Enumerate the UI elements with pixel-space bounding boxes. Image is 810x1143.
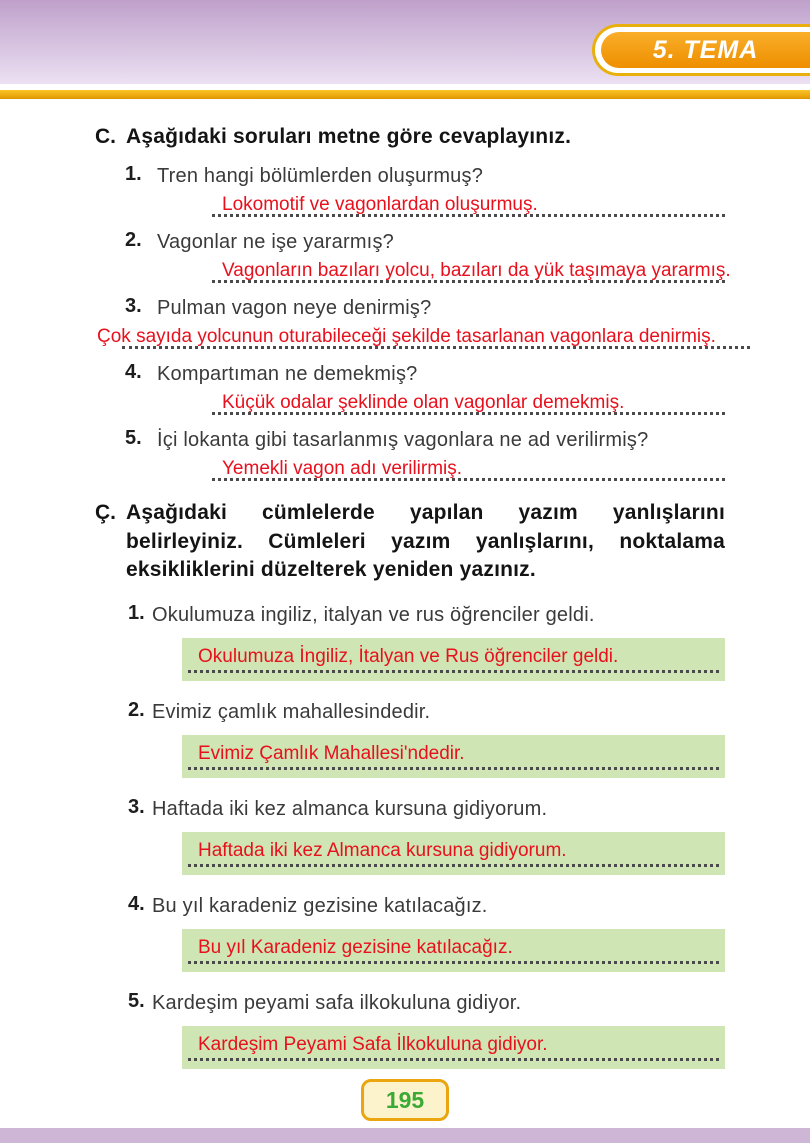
- question-number: 1.: [125, 163, 142, 186]
- page-number: 195: [385, 1086, 425, 1113]
- answer-box: [182, 638, 725, 681]
- sentence-text: Evimiz çamlık mahallesindedir.: [152, 701, 431, 724]
- answer-box: [182, 735, 725, 778]
- answer-text: Haftada iki kez Almanca kursuna gidiyorum.: [198, 840, 567, 862]
- question-text: Vagonlar ne işe yararmış?: [157, 231, 394, 254]
- answer-text: Çok sayıda yolcunun oturabileceği şekilde tasarlanan vagonlara denirmiş.: [97, 326, 716, 348]
- section-c-heading: [95, 123, 725, 151]
- answer-text: Bu yıl Karadeniz gezisine katılacağız.: [198, 937, 513, 959]
- page-number-badge: [361, 1079, 449, 1121]
- answer-blank: [212, 389, 725, 421]
- sentence-number: 4.: [128, 893, 145, 916]
- answer-text: Kardeşim Peyami Safa İlkokuluna gidiyor.: [198, 1034, 548, 1056]
- section-c: [95, 123, 731, 487]
- section-cedilla: [95, 499, 725, 1069]
- answer-text: Yemekli vagon adı verilirmiş.: [222, 458, 463, 480]
- sentence-number: 5.: [128, 990, 145, 1013]
- sentence-item: [95, 893, 725, 972]
- section-title: Aşağıdaki cümlelerde yapılan yazım yanlışlarını belirleyiniz. Cümleleri yazım yanlışlarını, noktalama eksikliklerini düzelterek yeniden yazınız.: [126, 501, 725, 582]
- question-number: 3.: [125, 295, 142, 318]
- answer-text: Vagonların bazıları yolcu, bazıları da yük taşımaya yararmış.: [222, 260, 731, 282]
- question-number: 2.: [125, 229, 142, 252]
- answer-box: [182, 1026, 725, 1069]
- sentence-number: 3.: [128, 796, 145, 819]
- question-text: Kompartıman ne demekmiş?: [157, 363, 418, 386]
- question-number: 5.: [125, 427, 142, 450]
- question-text: Pulman vagon neye denirmiş?: [157, 297, 432, 320]
- tema-pill: [601, 32, 810, 68]
- answer-text: Okulumuza İngiliz, İtalyan ve Rus öğrenciler geldi.: [198, 646, 619, 668]
- answer-text: Küçük odalar şeklinde olan vagonlar demekmiş.: [222, 392, 625, 414]
- answer-text: Lokomotif ve vagonlardan oluşurmuş.: [222, 194, 538, 216]
- sentence-text: Haftada iki kez almanca kursuna gidiyorum.: [152, 798, 548, 821]
- sentence-number: 2.: [128, 699, 145, 722]
- answer-blank: [97, 323, 755, 355]
- question-item: [95, 295, 725, 355]
- tema-badge: [592, 24, 810, 76]
- tema-label: 5. TEMA: [652, 35, 759, 64]
- answer-blank: [212, 191, 725, 223]
- sentence-item: [95, 602, 725, 681]
- sentence-item: [95, 990, 725, 1069]
- section-title: Aşağıdaki soruları metne göre cevaplayınız.: [126, 125, 572, 148]
- section-letter: Ç.: [95, 501, 116, 525]
- page-content: [0, 99, 810, 1069]
- question-item: [95, 361, 725, 421]
- answer-blank: [212, 455, 725, 487]
- section-cedilla-heading: [95, 499, 725, 584]
- question-text: İçi lokanta gibi tasarlanmış vagonlara ne ad verilirmiş?: [157, 429, 649, 452]
- question-item: [95, 427, 725, 487]
- header-divider: [0, 90, 810, 99]
- answer-text: Evimiz Çamlık Mahallesi'ndedir.: [198, 743, 465, 765]
- answer-box: [182, 929, 725, 972]
- sentence-text: Kardeşim peyami safa ilkokuluna gidiyor.: [152, 992, 522, 1015]
- question-text: Tren hangi bölümlerden oluşurmuş?: [157, 165, 484, 188]
- sentence-item: [95, 796, 725, 875]
- footer-band: [0, 1128, 810, 1143]
- sentence-text: Bu yıl karadeniz gezisine katılacağız.: [152, 895, 488, 918]
- answer-blank: [212, 257, 731, 289]
- sentence-text: Okulumuza ingiliz, italyan ve rus öğrenciler geldi.: [152, 604, 595, 627]
- question-item: [95, 229, 731, 289]
- answer-box: [182, 832, 725, 875]
- question-item: [95, 163, 725, 223]
- question-number: 4.: [125, 361, 142, 384]
- section-letter: C.: [95, 125, 116, 148]
- sentence-item: [95, 699, 725, 778]
- sentence-number: 1.: [128, 602, 145, 625]
